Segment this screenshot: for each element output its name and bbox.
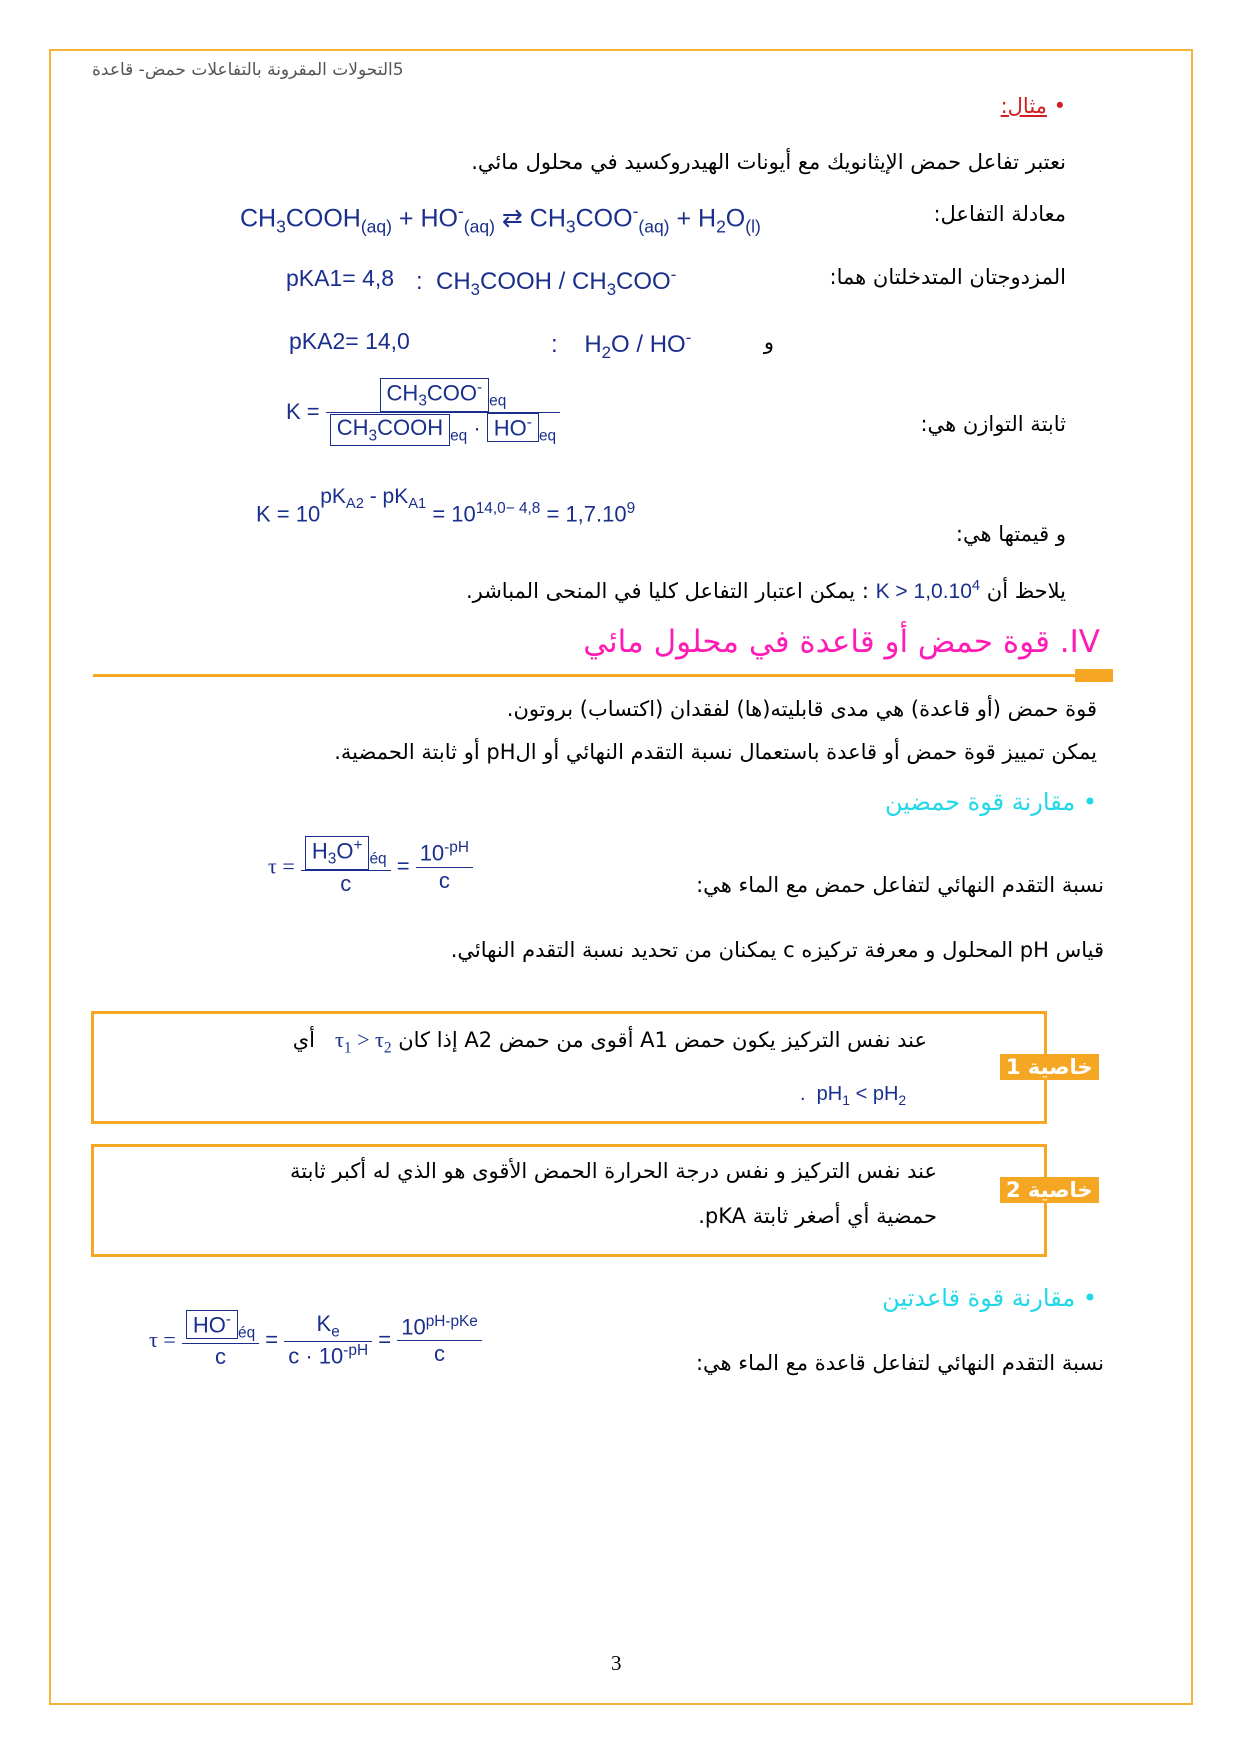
intro-line: نعتبر تفاعل حمض الإيثانويك مع أيونات الهيدروكسيد في محلول مائي. xyxy=(471,150,1066,174)
page-header: 5التحولات المقرونة بالتفاعلات حمض- قاعدة xyxy=(92,60,404,80)
bullet-icon: • xyxy=(1053,94,1066,118)
couple1-formula: : $CH_3COOH / CH_3COO^-$ xyxy=(416,265,677,299)
reaction-label: معادلة التفاعل: xyxy=(933,202,1066,226)
tau-acid-formula: τ = $\frac{H_3O^+_{éq}}{c}$ = $\frac{10^{-pH}}{c}$ xyxy=(268,836,473,897)
and-word: و xyxy=(763,330,774,354)
tau-acid-label: نسبة التقدم النهائي لتفاعل حمض مع الماء هي: xyxy=(696,873,1104,897)
example-heading xyxy=(1001,94,1066,118)
remark-prefix: يلاحظ أن xyxy=(986,579,1066,603)
tau-base-formula: τ = $\frac{HO^-_{éq}}{c}$ = $\frac{K_e}{c \cdot 10^{-pH}}$ = $\frac{10^{pH-pKe}}{c}$ xyxy=(149,1310,482,1370)
compare-bases-label: مقارنة قوة قاعدتين xyxy=(882,1284,1076,1312)
couples-label: المزدوجتان المتدخلتان هما: xyxy=(829,265,1066,289)
definition-line-1: قوة حمض (أو قاعدة) هي مدى قابليته(ها) لفقدان (اكتساب) بروتون. xyxy=(506,697,1097,721)
property-1-line-1 xyxy=(293,1027,927,1057)
section-divider-accent xyxy=(1075,669,1113,682)
section-title: IV. قوة حمض أو قاعدة في محلول مائي xyxy=(583,624,1100,660)
compare-acids-label: مقارنة قوة حمضين xyxy=(885,788,1076,816)
k-value-formula: $K = 10^{pK_{A2} - pK_{A1}} = 10^{14,0- 4,8} = 1,7.10^9$ xyxy=(256,485,636,527)
property-2-line-1: عند نفس التركيز و نفس درجة الحرارة الحمض الأقوى هو الذي له أكبر ثابتة xyxy=(290,1159,937,1183)
remark-suffix: : يمكن اعتبار التفاعل كليا في المنحى المباشر. xyxy=(465,579,869,603)
property-1-ay: أي xyxy=(292,1028,315,1052)
page-number: 3 xyxy=(611,1651,622,1675)
pka2-value: pKA2= 14,0 xyxy=(289,328,410,354)
equilibrium-formula: K = $\frac{CH_3COO^-_{eq}}{CH_3COOH _{eq} \cdot HO^-_{eq}}$ xyxy=(286,378,560,446)
property-1-text: عند نفس التركيز يكون حمض A1 أقوى من حمض A2 إذا كان xyxy=(398,1028,927,1052)
property-2-line-2: حمضية أي أصغر ثابتة pKA. xyxy=(698,1204,937,1228)
ph-comparison: . $pH_1 < pH_2$ xyxy=(800,1083,907,1108)
bullet-icon: • xyxy=(1082,788,1097,816)
tau-base-label: نسبة التقدم النهائي لتفاعل قاعدة مع الماء هي: xyxy=(695,1351,1104,1375)
pka1-value: pKA1= 4,8 xyxy=(286,265,395,291)
equilibrium-label: ثابتة التوازن هي: xyxy=(920,412,1066,436)
bullet-icon: • xyxy=(1082,1284,1097,1312)
tau-comparison: $\tau_1 > \tau_2$ xyxy=(335,1027,392,1057)
property-2-tag: خاصية 2 xyxy=(1000,1177,1099,1203)
property-1-tag: خاصية 1 xyxy=(1000,1054,1099,1080)
couple2-formula: : $H_2O / HO^-$ xyxy=(551,328,692,362)
remark-line xyxy=(466,578,1066,604)
definition-line-2: يمكن تمييز قوة حمض أو قاعدة باستعمال نسبة التقدم النهائي أو الpH أو ثابتة الحمضية. xyxy=(334,740,1097,764)
section-divider xyxy=(93,674,1108,677)
remark-condition: $K > 1,0.10^4$ xyxy=(875,578,981,603)
compare-acids-heading xyxy=(885,788,1097,816)
value-label: و قيمتها هي: xyxy=(955,522,1066,546)
compare-bases-heading xyxy=(882,1284,1097,1312)
reaction-equation: $CH_3COOH_{(aq)} + HO^-_{(aq)}$ ⇄ $CH_3COO^-_{(aq)} + H_2O_{(l)}$ xyxy=(240,201,761,237)
measure-line: قياس pH المحلول و معرفة تركيزه c يمكنان من تحديد نسبة التقدم النهائي. xyxy=(450,938,1104,962)
example-label: مثال: xyxy=(1000,94,1047,118)
